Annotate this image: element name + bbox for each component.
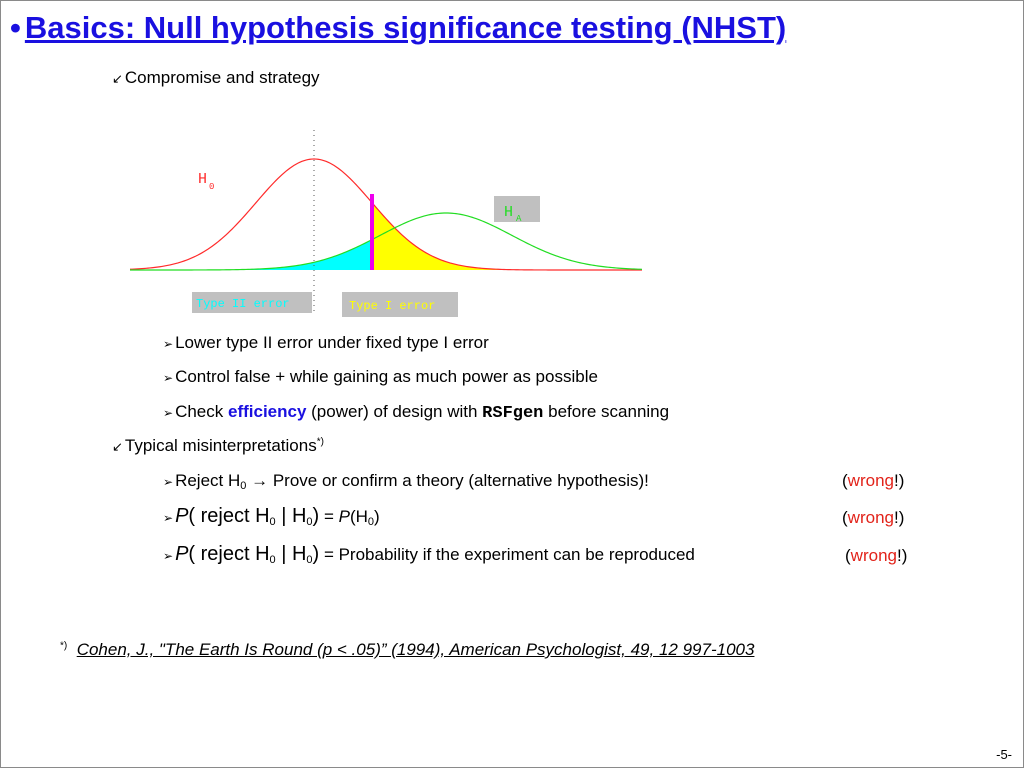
p-symbol: P (175, 505, 189, 527)
strategy-item-1 (163, 333, 489, 353)
arrowhead-bullet-icon: ➢ (163, 406, 174, 420)
strategy-item-mid: (power) of design with (306, 402, 483, 421)
misinterp-text: = Probability if the experiment can be reproduced (319, 545, 695, 564)
subscript: 0 (240, 480, 247, 492)
strategy-item-pre: Check (175, 402, 228, 421)
verdict-close: !) (893, 508, 905, 527)
misinterp-text: ( reject H (188, 543, 270, 565)
subscript: 0 (306, 554, 313, 566)
misinterpretation-1 (163, 471, 649, 492)
section-label: Typical misinterpretations (124, 436, 317, 455)
misinterp-text: (H (349, 507, 368, 526)
reference-text: Cohen, J., "The Earth Is Round (p < .05)” (1994), American Psychologist, 49, 12 997-1003 (76, 640, 755, 659)
subscript: 0 (367, 516, 375, 528)
misinterpretation-3 (163, 543, 695, 566)
title-bullet: • (10, 10, 21, 45)
significance-threshold (370, 194, 374, 270)
misinterp-text: → Prove or confirm a theory (alternative hypothesis)! (246, 471, 649, 490)
misinterpretation-2 (163, 505, 380, 528)
verdict-open: ( (842, 508, 848, 527)
nhst-distribution-figure (124, 125, 648, 321)
type2-error-region (214, 240, 372, 270)
footnote-marker: *) (60, 640, 68, 652)
ha-label: H (504, 204, 514, 221)
type2-error-label: Type II error (196, 297, 290, 311)
subscript: 0 (269, 554, 276, 566)
verdict-3 (845, 546, 907, 566)
rsfgen-code: RSFgen (482, 404, 544, 423)
section-compromise (112, 68, 320, 88)
verdict-open: ( (845, 546, 851, 565)
misinterp-text: ) (374, 507, 380, 526)
h0-label: H (198, 171, 208, 188)
type1-error-label: Type I error (349, 299, 436, 313)
strategy-item-2 (163, 367, 598, 387)
verdict-1 (842, 471, 904, 491)
section-label: Compromise and strategy (124, 68, 320, 87)
ha-label-sub: A (516, 214, 522, 224)
arrowhead-bullet-icon: ➢ (163, 475, 174, 489)
misinterp-text: ) (312, 505, 320, 527)
verdict-open: ( (842, 471, 848, 490)
footnote-marker: *) (316, 436, 324, 448)
verdict-close: !) (896, 546, 908, 565)
verdict-close: !) (893, 471, 905, 490)
title-text: Basics: Null hypothesis significance testing (NHST) (24, 10, 787, 45)
strategy-item-text: Lower type II error under fixed type I error (175, 333, 489, 352)
wrong-label: wrong (847, 471, 894, 490)
reference-footnote (60, 640, 754, 660)
misinterp-text: = (319, 507, 339, 526)
h0-label-sub: 0 (209, 182, 215, 192)
strategy-item-text: Control false + while gaining as much power as possible (175, 367, 598, 386)
p-symbol: P (338, 507, 350, 526)
misinterp-text: | H (275, 505, 307, 527)
wrong-label: wrong (847, 508, 894, 527)
subscript: 0 (306, 516, 313, 528)
verdict-2 (842, 508, 904, 528)
misinterp-text: ( reject H (188, 505, 270, 527)
p-symbol: P (175, 543, 189, 565)
arrowhead-bullet-icon: ➢ (163, 371, 174, 385)
wrong-label: wrong (850, 546, 897, 565)
arrow-bullet-icon: ↙ (112, 71, 123, 86)
arrow-bullet-icon: ↙ (112, 439, 123, 454)
strategy-item-post: before scanning (543, 402, 670, 421)
slide-title (10, 10, 786, 46)
efficiency-highlight: efficiency (227, 402, 307, 421)
misinterp-text: ) (312, 543, 320, 565)
misinterp-text: | H (275, 543, 307, 565)
subscript: 0 (269, 516, 276, 528)
strategy-item-3 (163, 402, 669, 423)
misinterp-text: Reject H (175, 471, 241, 490)
arrowhead-bullet-icon: ➢ (163, 337, 174, 351)
arrowhead-bullet-icon: ➢ (163, 549, 174, 563)
page-number: -5- (996, 747, 1012, 762)
section-misinterpretations (112, 436, 324, 456)
arrowhead-bullet-icon: ➢ (163, 511, 174, 525)
